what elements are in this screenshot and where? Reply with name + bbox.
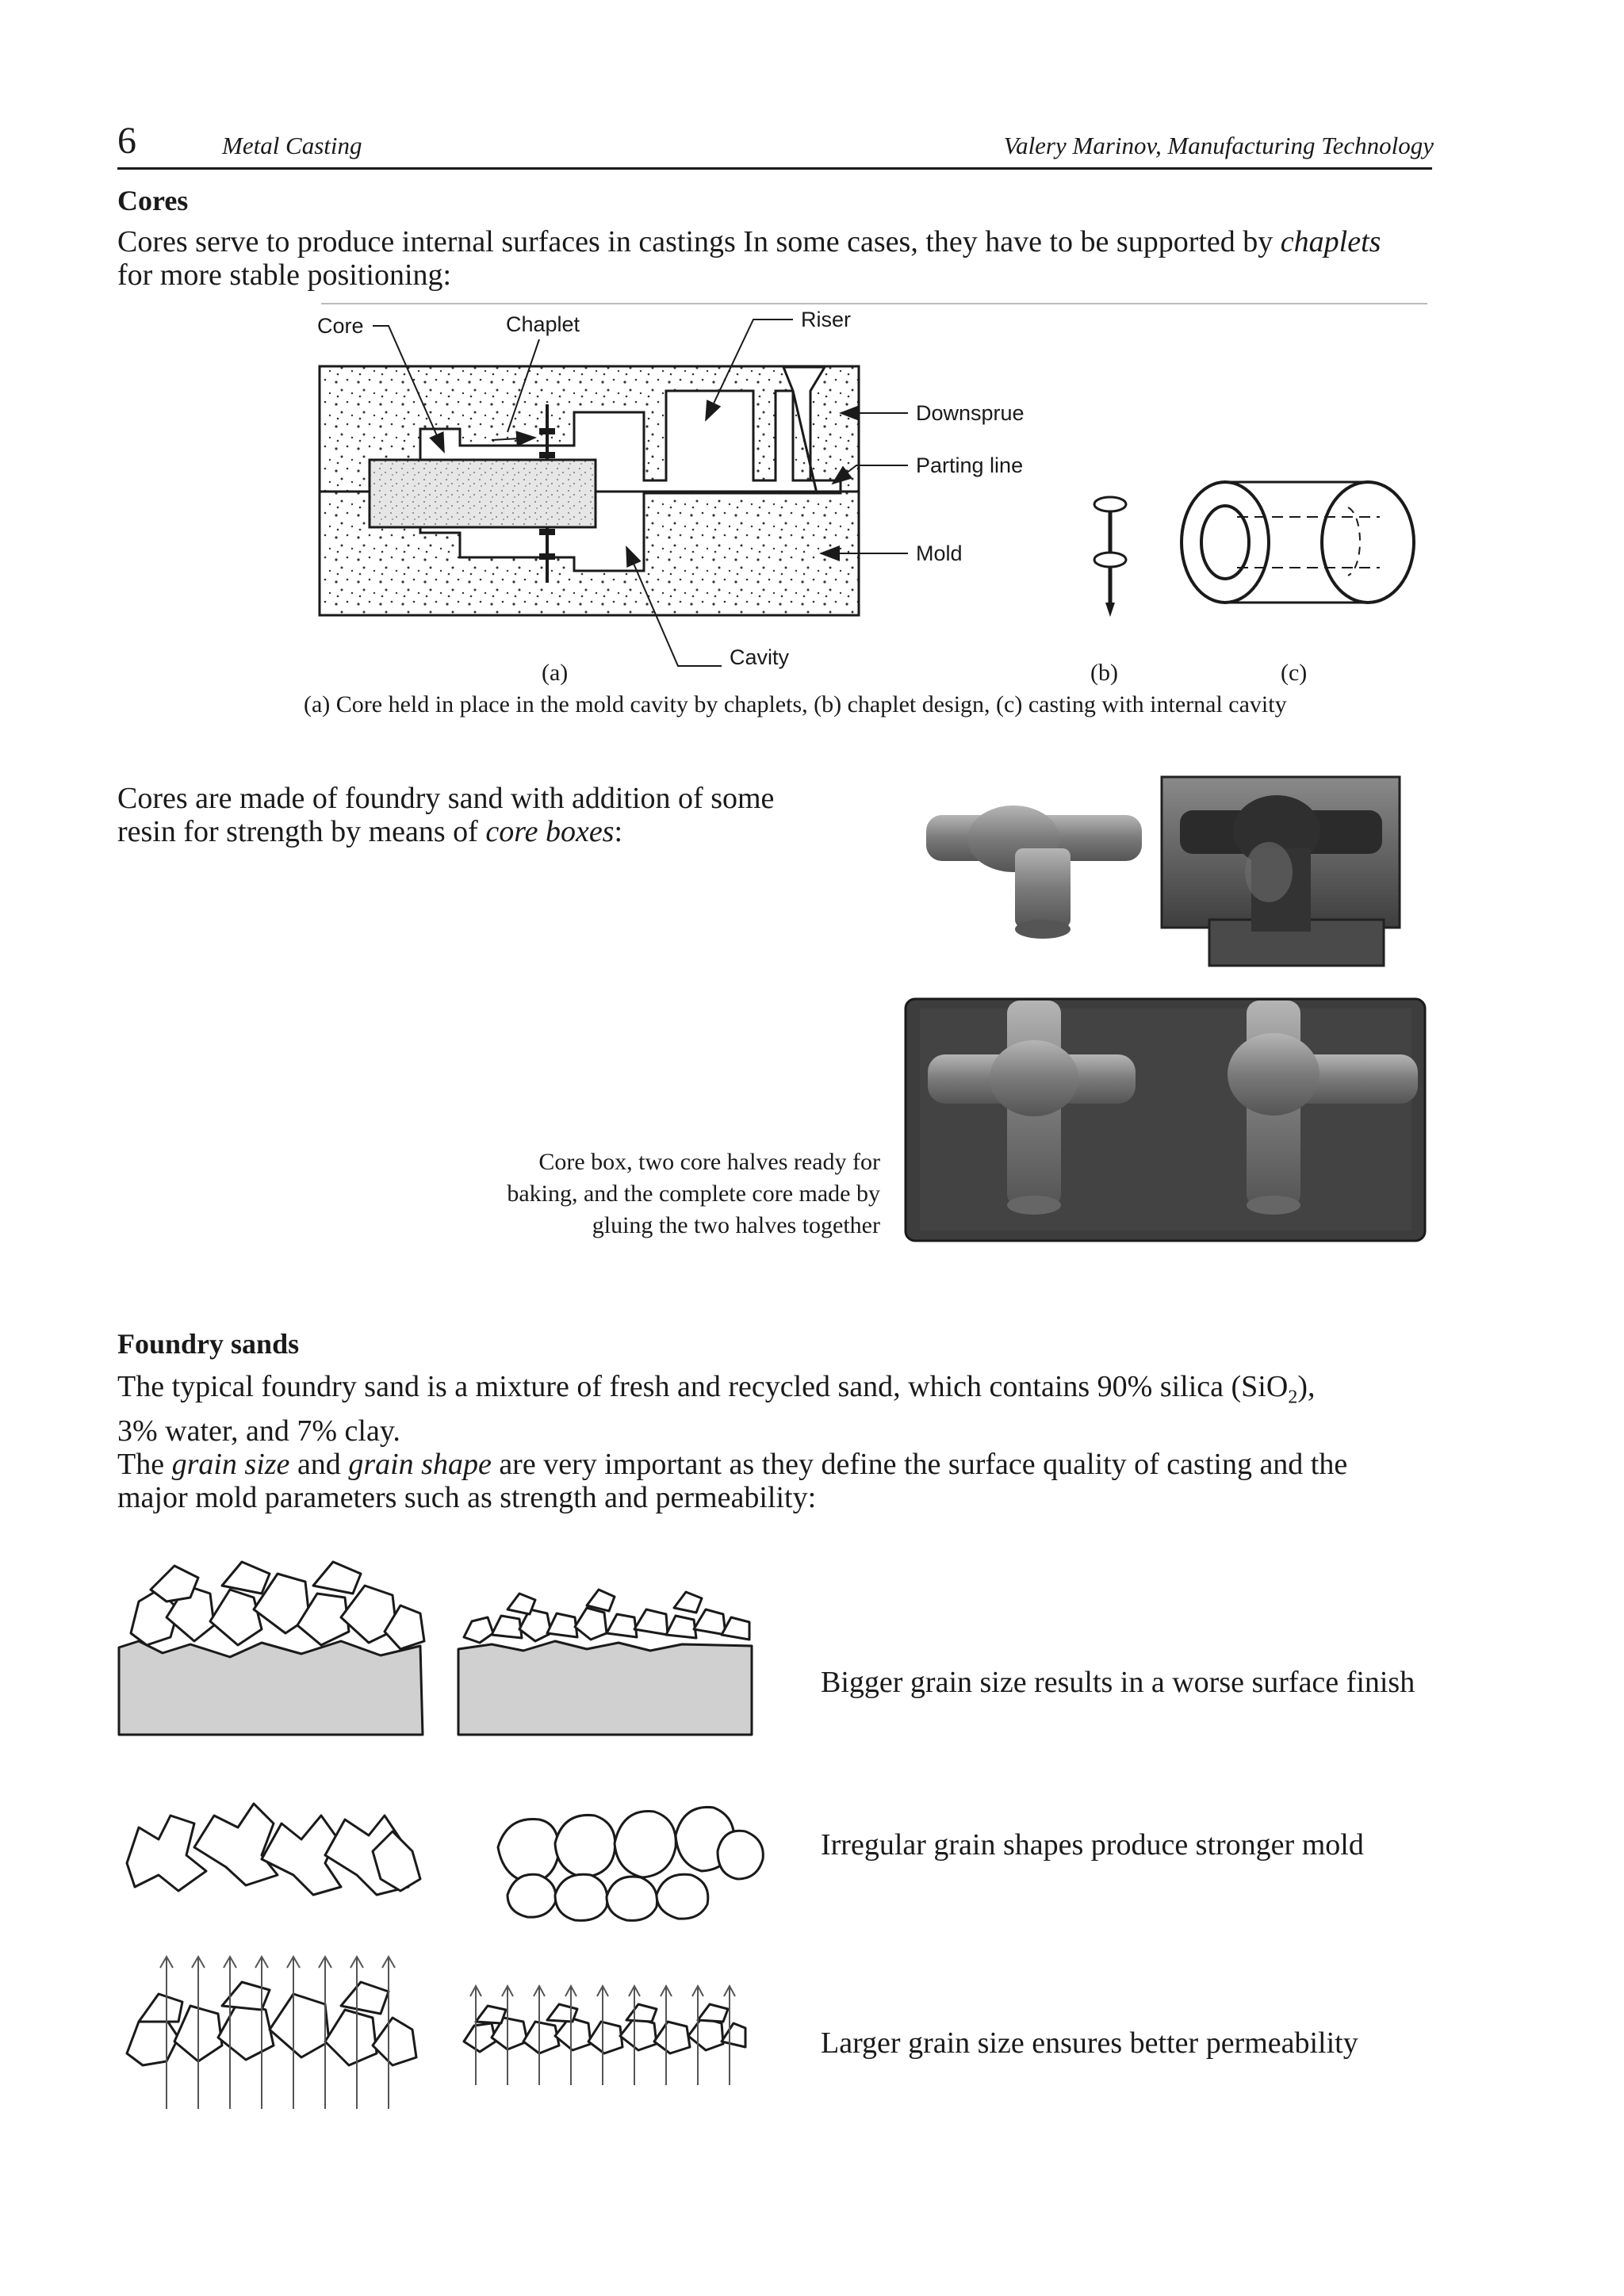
sands-text-3a: The [117,1447,172,1481]
section-heading-foundry-sands: Foundry sands [117,1328,300,1360]
figure1-caption: (a) Core held in place in the mold cavity by chaplets, (b) chaplet design, (c) casting with internal cavity [304,691,1287,718]
grain-row-2-text: Irregular grain shapes produce stronger mold [821,1828,1364,1862]
sands-text-3b: and [289,1447,349,1481]
sands-text-4: major mold parameters such as strength and permeability: [117,1480,817,1514]
coarse-grain-surface [119,1562,424,1735]
corebox-caption-line-2: baking, and the complete core made by [507,1181,880,1207]
label-downsprue: Downsprue [916,401,1025,425]
page-number: 6 [117,120,136,162]
corebox-caption-line-3: gluing the two halves together [592,1212,880,1238]
coreboxes-text-emph: core boxes [485,815,615,848]
cores-text-2: for more stable positioning: [117,258,452,292]
corebox-caption-line-1: Core box, two core halves ready for [538,1149,880,1175]
cores-text-1: Cores serve to produce internal surfaces in castings In some cases, they have to be supported by [117,225,1281,258]
running-author: Valery Marinov, Manufacturing Technology [1003,132,1434,159]
label-parting-line: Parting line [916,453,1024,477]
label-riser: Riser [801,308,852,331]
subfig-c-label: (c) [1281,660,1308,686]
sands-emph-grain-size: grain size [171,1447,290,1481]
fine-grain-permeability [464,2004,745,2053]
label-chaplet: Chaplet [506,312,580,336]
sands-emph-grain-shape: grain shape [348,1447,492,1481]
coreboxes-text-1: Cores are made of foundry sand with addition of some [117,782,775,815]
sands-text-1b: ), [1297,1370,1316,1403]
subfig-b-label: (b) [1090,660,1118,686]
grain-row-1-text: Bigger grain size results in a worse surface finish [821,1666,1415,1699]
label-mold: Mold [916,541,963,565]
rounded-grains [498,1807,763,1920]
fine-grain-surface [458,1590,752,1735]
sands-text-1: The typical foundry sand is a mixture of fresh and recycled sand, which contains 90% silica (SiO [117,1370,1289,1403]
subfig-a-label: (a) [542,660,569,686]
label-core: Core [317,314,364,338]
coreboxes-text-2: resin for strength by means of [117,815,486,848]
irregular-grains [127,1804,420,1895]
sands-text-2: 3% water, and 7% clay. [117,1414,400,1448]
section-heading-cores: Cores [117,185,189,216]
running-title: Metal Casting [222,132,362,159]
label-cavity: Cavity [730,645,790,669]
sio2-subscript: 2 [1288,1387,1298,1408]
cores-text-emph: chaplets [1280,225,1381,258]
coreboxes-text-end: : [614,815,623,848]
sands-text-3c: are very important as they define the surface quality of casting and the [491,1447,1348,1481]
coarse-grain-permeability [127,1982,416,2065]
grain-row-3-text: Larger grain size ensures better permeability [821,2026,1358,2060]
